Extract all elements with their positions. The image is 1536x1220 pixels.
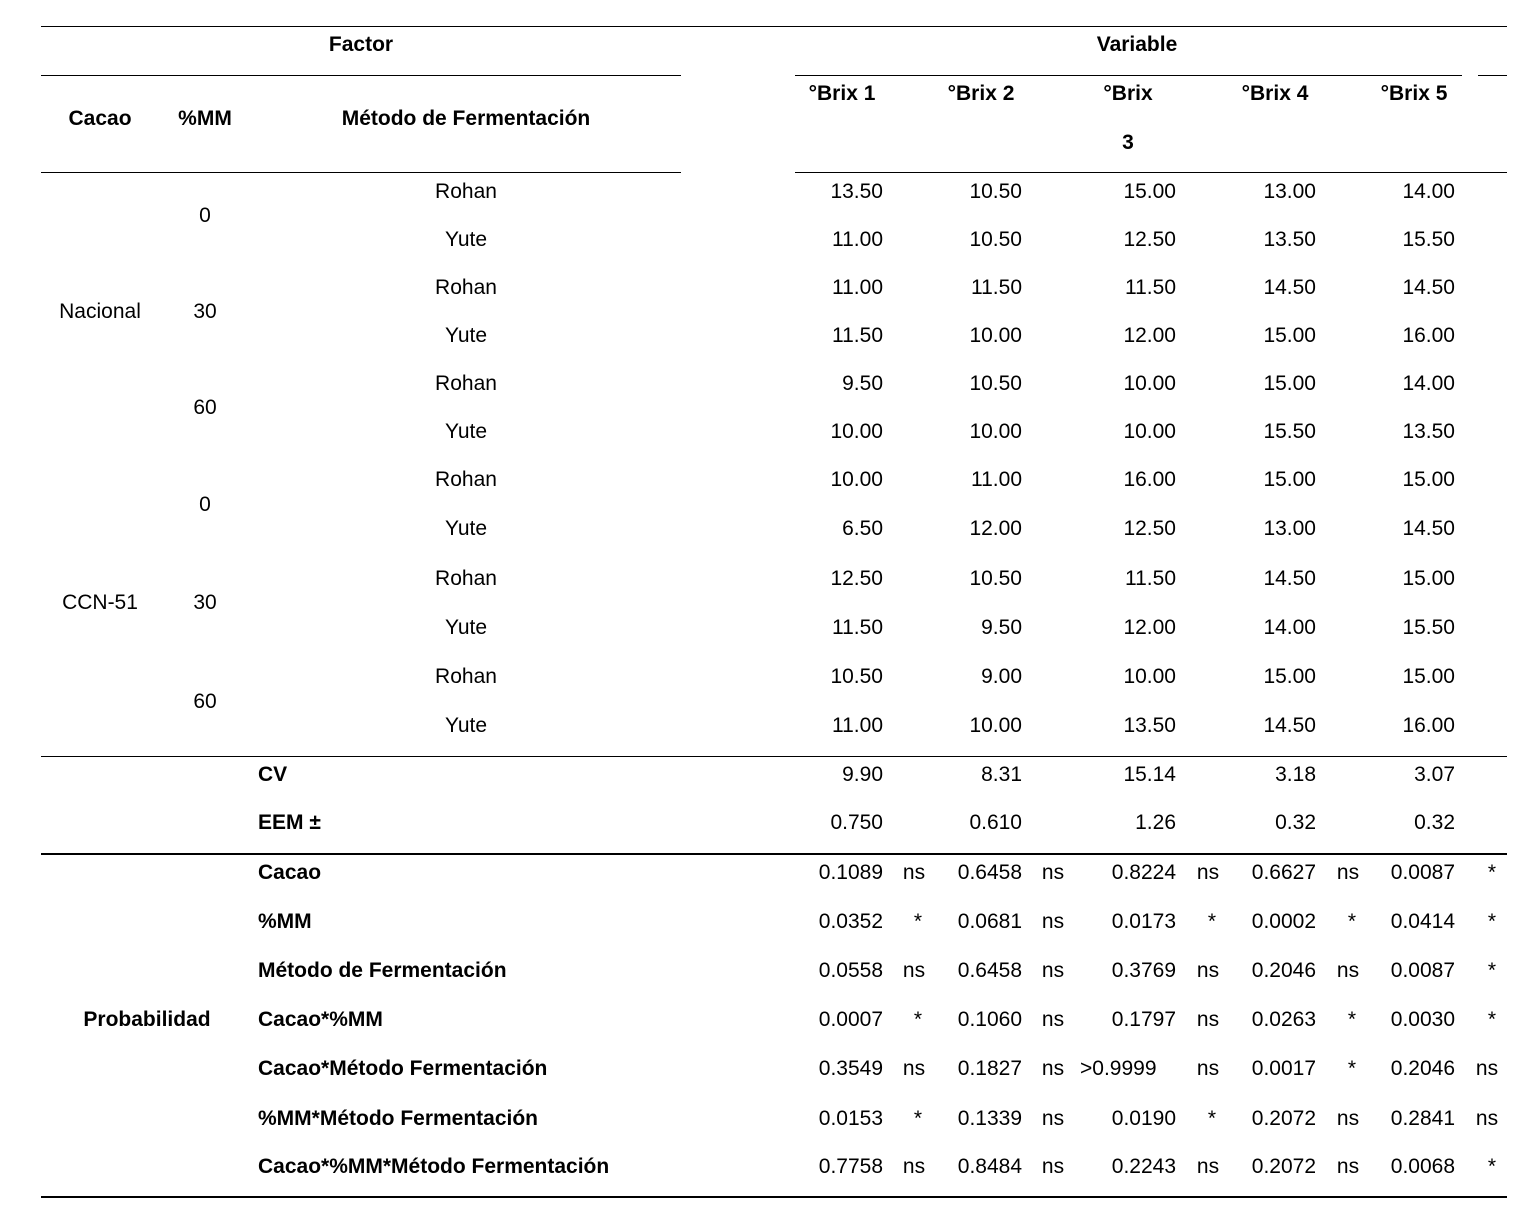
method-cell: Rohan (435, 665, 497, 688)
group-ccn51: CCN-51 (62, 591, 138, 614)
significance-mark: ns (902, 1057, 926, 1080)
significance-mark: ns (1196, 959, 1220, 982)
stat-value: 1.26 (1135, 811, 1176, 834)
method-cell: Yute (444, 517, 488, 540)
stat-value: 15.14 (1123, 763, 1176, 786)
stats-bottom-rule (41, 853, 1507, 855)
probability-value: 0.2841 (1390, 1107, 1455, 1130)
value-cell: 12.00 (1123, 616, 1176, 639)
stat-value: 3.18 (1275, 763, 1316, 786)
value-cell: 14.50 (1263, 276, 1316, 299)
method-cell: Yute (444, 616, 488, 639)
probability-value: 0.6458 (957, 959, 1022, 982)
value-cell: 15.00 (1263, 372, 1316, 395)
value-cell: 11.50 (1125, 276, 1176, 299)
value-cell: 14.50 (1402, 517, 1455, 540)
factor-rule (41, 75, 681, 76)
mm-value: 60 (193, 396, 217, 419)
probability-value: 0.0558 (818, 959, 883, 982)
header-bottom-rule-left (41, 172, 681, 173)
mm-value: 30 (193, 591, 217, 614)
probability-value: 0.1797 (1111, 1008, 1176, 1031)
value-cell: 15.00 (1263, 468, 1316, 491)
probability-value: 0.0087 (1390, 861, 1455, 884)
value-cell: 15.00 (1123, 180, 1176, 203)
value-cell: 10.50 (969, 567, 1022, 590)
probability-value: 0.2046 (1390, 1057, 1455, 1080)
value-cell: 10.50 (969, 372, 1022, 395)
value-cell: 14.50 (1402, 276, 1455, 299)
header-brix3-line2: 3 (1122, 131, 1134, 154)
significance-mark: ns (1196, 861, 1220, 884)
probability-value: 0.0017 (1251, 1057, 1316, 1080)
value-cell: 10.50 (969, 180, 1022, 203)
method-cell: Rohan (435, 468, 497, 491)
significance-mark: * (1347, 910, 1357, 933)
value-cell: 13.50 (1402, 420, 1455, 443)
value-cell: 10.50 (830, 665, 883, 688)
header-bottom-rule-right (795, 172, 1507, 173)
value-cell: 11.00 (832, 714, 883, 737)
significance-mark: ns (1041, 1107, 1065, 1130)
probability-row-label: %MM (258, 910, 312, 933)
stat-value: 0.32 (1414, 811, 1455, 834)
header-factor: Factor (328, 33, 394, 56)
significance-mark: ns (1196, 1155, 1220, 1178)
significance-mark: ns (1041, 1008, 1065, 1031)
probability-value: 0.0681 (957, 910, 1022, 933)
probability-value: 0.0068 (1390, 1155, 1455, 1178)
value-cell: 11.50 (832, 324, 883, 347)
table-bottom-rule (41, 1196, 1507, 1198)
significance-mark: ns (902, 861, 926, 884)
significance-mark: * (1487, 1008, 1497, 1031)
method-cell: Rohan (435, 567, 497, 590)
significance-mark: * (1487, 1155, 1497, 1178)
method-cell: Rohan (435, 276, 497, 299)
value-cell: 13.50 (1123, 714, 1176, 737)
value-cell: 14.50 (1263, 567, 1316, 590)
probability-value: 0.7758 (818, 1155, 883, 1178)
variable-rule (795, 75, 1462, 76)
method-cell: Rohan (435, 180, 497, 203)
probability-row-label: %MM*Método Fermentación (258, 1107, 539, 1130)
significance-mark: ns (1196, 1057, 1220, 1080)
significance-mark: * (1207, 1107, 1217, 1130)
probability-value: 0.8224 (1111, 861, 1176, 884)
value-cell: 15.00 (1263, 665, 1316, 688)
probability-value: 0.0414 (1390, 910, 1455, 933)
value-cell: 11.00 (832, 276, 883, 299)
value-cell: 6.50 (842, 517, 883, 540)
value-cell: 15.50 (1263, 420, 1316, 443)
variable-rule-end (1478, 75, 1507, 76)
header-brix3-line1: °Brix (1103, 82, 1153, 105)
significance-mark: ns (1336, 959, 1360, 982)
header-brix4: °Brix 4 (1241, 82, 1309, 105)
significance-mark: ns (1196, 1008, 1220, 1031)
probability-value: >0.9999 (1080, 1057, 1157, 1080)
value-cell: 15.00 (1402, 567, 1455, 590)
value-cell: 14.00 (1402, 180, 1455, 203)
value-cell: 16.00 (1402, 714, 1455, 737)
value-cell: 14.50 (1263, 714, 1316, 737)
significance-mark: ns (1041, 910, 1065, 933)
value-cell: 11.50 (832, 616, 883, 639)
probability-value: 0.2072 (1251, 1155, 1316, 1178)
value-cell: 9.50 (842, 372, 883, 395)
probability-value: 0.1827 (957, 1057, 1022, 1080)
significance-mark: ns (902, 959, 926, 982)
probability-value: 0.0263 (1251, 1008, 1316, 1031)
value-cell: 13.00 (1263, 517, 1316, 540)
probability-value: 0.1089 (818, 861, 883, 884)
probability-row-label: Cacao*Método Fermentación (258, 1057, 548, 1080)
value-cell: 15.50 (1402, 616, 1455, 639)
value-cell: 11.50 (1125, 567, 1176, 590)
header-metodo: Método de Fermentación (341, 107, 591, 130)
probability-row-label: Cacao*%MM*Método Fermentación (258, 1155, 610, 1178)
mm-value: 0 (199, 493, 211, 516)
value-cell: 11.00 (971, 468, 1022, 491)
probability-value: 0.0352 (818, 910, 883, 933)
probability-value: 0.2046 (1251, 959, 1316, 982)
significance-mark: * (1487, 959, 1497, 982)
header-brix2: °Brix 2 (947, 82, 1015, 105)
value-cell: 12.50 (1123, 517, 1176, 540)
value-cell: 10.00 (969, 714, 1022, 737)
probability-value: 0.0007 (818, 1008, 883, 1031)
header-brix1: °Brix 1 (808, 82, 876, 105)
stat-label: EEM ± (258, 811, 321, 834)
method-cell: Rohan (435, 372, 497, 395)
probability-value: 0.0030 (1390, 1008, 1455, 1031)
significance-mark: ns (1041, 1155, 1065, 1178)
value-cell: 12.00 (1123, 324, 1176, 347)
value-cell: 16.00 (1402, 324, 1455, 347)
significance-mark: * (1207, 910, 1217, 933)
method-cell: Yute (444, 714, 488, 737)
value-cell: 10.00 (969, 420, 1022, 443)
value-cell: 10.00 (1123, 420, 1176, 443)
method-cell: Yute (444, 420, 488, 443)
probability-value: 0.0002 (1251, 910, 1316, 933)
value-cell: 12.50 (1123, 228, 1176, 251)
value-cell: 13.50 (1263, 228, 1316, 251)
value-cell: 15.50 (1402, 228, 1455, 251)
method-cell: Yute (444, 324, 488, 347)
value-cell: 9.00 (981, 665, 1022, 688)
probability-row-label: Cacao*%MM (258, 1008, 383, 1031)
header-brix5: °Brix 5 (1380, 82, 1448, 105)
significance-mark: * (1487, 861, 1497, 884)
value-cell: 10.00 (830, 468, 883, 491)
value-cell: 10.00 (1123, 665, 1176, 688)
probability-value: 0.0153 (818, 1107, 883, 1130)
probability-value: 0.1060 (957, 1008, 1022, 1031)
probability-value: 0.3769 (1111, 959, 1176, 982)
stat-label: CV (258, 763, 288, 786)
stat-value: 0.610 (969, 811, 1022, 834)
significance-mark: ns (902, 1155, 926, 1178)
stat-value: 9.90 (842, 763, 883, 786)
value-cell: 14.00 (1263, 616, 1316, 639)
probability-value: 0.0173 (1111, 910, 1176, 933)
value-cell: 9.50 (981, 616, 1022, 639)
probability-value: 0.0190 (1111, 1107, 1176, 1130)
value-cell: 10.00 (969, 324, 1022, 347)
group-nacional: Nacional (59, 300, 141, 323)
method-cell: Yute (444, 228, 488, 251)
probability-value: 0.6458 (957, 861, 1022, 884)
probability-value: 0.1339 (957, 1107, 1022, 1130)
top-rule (41, 26, 1507, 27)
significance-mark: ns (1041, 861, 1065, 884)
significance-mark: * (913, 910, 923, 933)
value-cell: 10.00 (830, 420, 883, 443)
mm-value: 30 (193, 300, 217, 323)
significance-mark: * (1347, 1008, 1357, 1031)
value-cell: 16.00 (1123, 468, 1176, 491)
value-cell: 11.00 (832, 228, 883, 251)
probability-value: 0.0087 (1390, 959, 1455, 982)
stat-value: 3.07 (1414, 763, 1455, 786)
value-cell: 12.00 (969, 517, 1022, 540)
header-variable: Variable (1096, 33, 1178, 56)
value-cell: 14.00 (1402, 372, 1455, 395)
value-cell: 10.00 (1123, 372, 1176, 395)
probability-value: 0.3549 (818, 1057, 883, 1080)
probability-value: 0.2243 (1111, 1155, 1176, 1178)
probability-value: 0.8484 (957, 1155, 1022, 1178)
mm-value: 0 (199, 204, 211, 227)
value-cell: 15.00 (1263, 324, 1316, 347)
significance-mark: ns (1041, 1057, 1065, 1080)
significance-mark: ns (1336, 1107, 1360, 1130)
significance-mark: * (913, 1107, 923, 1130)
probability-row-label: Cacao (258, 861, 322, 884)
value-cell: 11.50 (971, 276, 1022, 299)
header-cacao: Cacao (68, 107, 132, 130)
significance-mark: * (1347, 1057, 1357, 1080)
significance-mark: * (1487, 910, 1497, 933)
value-cell: 15.00 (1402, 468, 1455, 491)
significance-mark: * (913, 1008, 923, 1031)
value-cell: 13.50 (830, 180, 883, 203)
stat-value: 0.750 (830, 811, 883, 834)
significance-mark: ns (1041, 959, 1065, 982)
significance-mark: ns (1336, 1155, 1360, 1178)
significance-mark: ns (1336, 861, 1360, 884)
mm-value: 60 (193, 690, 217, 713)
probability-label: Probabilidad (83, 1008, 211, 1031)
significance-mark: ns (1475, 1057, 1499, 1080)
probability-value: 0.6627 (1251, 861, 1316, 884)
stat-value: 8.31 (981, 763, 1022, 786)
significance-mark: ns (1475, 1107, 1499, 1130)
value-cell: 12.50 (830, 567, 883, 590)
header-mm: %MM (178, 107, 232, 130)
data-bottom-rule (41, 756, 1507, 757)
probability-value: 0.2072 (1251, 1107, 1316, 1130)
probability-row-label: Método de Fermentación (258, 959, 507, 982)
value-cell: 10.50 (969, 228, 1022, 251)
value-cell: 15.00 (1402, 665, 1455, 688)
stat-value: 0.32 (1275, 811, 1316, 834)
value-cell: 13.00 (1263, 180, 1316, 203)
